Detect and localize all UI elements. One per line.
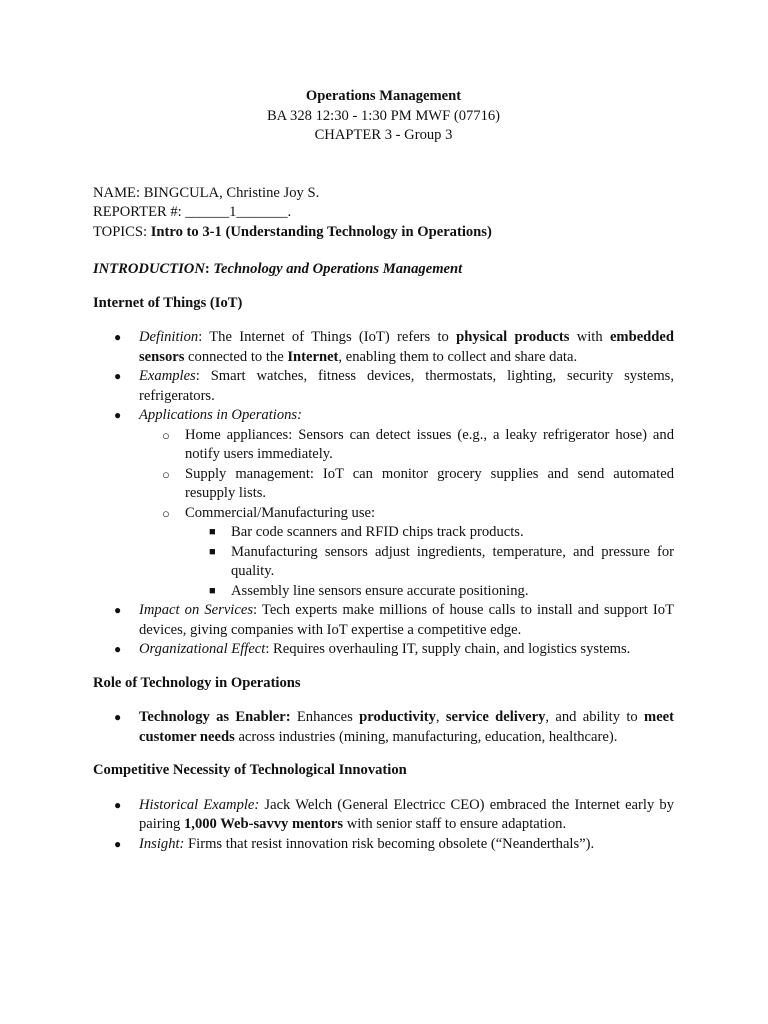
reporter-value: ______1_______.: [185, 204, 292, 220]
list-item-enabler: [93, 708, 674, 747]
introduction-line: [93, 260, 674, 280]
enabler-text-1: Enhances: [290, 709, 360, 725]
bullet-icon: ●: [114, 603, 122, 617]
document-header: [93, 87, 674, 146]
insight-label: Insight:: [139, 835, 185, 852]
introduction-value: Technology and Operations Management: [209, 261, 463, 277]
enabler-bold-1: productivity: [359, 709, 436, 725]
bullet-icon: ●: [114, 330, 122, 344]
square-bullet-icon: ■: [209, 526, 216, 538]
bullet-icon: ●: [114, 836, 122, 851]
bullet-icon: ●: [114, 797, 122, 812]
list-item-organizational: [93, 640, 674, 660]
bullet-icon: ●: [114, 369, 122, 383]
circle-bullet-icon: ○: [162, 427, 170, 443]
impact-label: Impact on Services: [139, 602, 253, 618]
definition-text-3: connected to the: [184, 348, 288, 365]
definition-bold-1: physical products: [456, 329, 570, 345]
bullet-icon: ●: [114, 642, 122, 656]
definition-text-2: with: [569, 329, 610, 345]
document-title: Operations Management: [305, 88, 462, 104]
introduction-colon: :: [204, 261, 210, 277]
square-bullet-icon: ■: [209, 584, 216, 597]
name-value: BINGCULA, Christine Joy S.: [143, 184, 320, 201]
list-item-barcode: [93, 523, 674, 543]
list-item-commercial-use: [93, 504, 674, 524]
enabler-text-4: across industries (mining, manufacturing, education, healthcare).: [234, 728, 618, 745]
circle-bullet-icon: ○: [162, 505, 170, 521]
topics-value: Intro to 3-1 (Understanding Technology in Operations): [150, 223, 492, 240]
definition-bold-3: Internet: [287, 348, 339, 365]
section-heading-iot: Internet of Things (IoT): [93, 294, 243, 311]
competitive-list: [93, 796, 674, 855]
examples-text: : Smart watches, fitness devices, thermostats, lighting, security systems, refrigerators.: [139, 368, 674, 404]
topics-label: TOPICS:: [93, 223, 151, 240]
org-text: : Requires overhauling IT, supply chain, and logistics systems.: [265, 641, 631, 657]
list-item-supply-management: [93, 465, 674, 504]
sub-sub-item-text: Bar code scanners and RFID chips track products.: [231, 524, 524, 540]
sub-item-text: Supply management: IoT can monitor grocery supplies and send automated resupply lists.: [185, 465, 674, 501]
list-item-applications: [93, 406, 674, 426]
definition-text-1: : The Internet of Things (IoT) refers to: [198, 329, 457, 345]
definition-bold-2: embedded sensors: [139, 329, 674, 365]
chapter-line: CHAPTER 3 - Group 3: [314, 127, 453, 143]
enabler-text-2: ,: [435, 709, 446, 725]
circle-bullet-icon: ○: [162, 466, 170, 482]
examples-label: Examples: [139, 368, 196, 384]
historical-text-2: with senior staff to ensure adaptation.: [343, 816, 567, 832]
enabler-bold-3: meet customer needs: [139, 709, 675, 745]
historical-bold-1: 1,000 Web-savvy mentors: [184, 816, 344, 832]
list-item-impact: [93, 601, 674, 640]
section-heading-competitive: Competitive Necessity of Technological Innovation: [93, 762, 407, 778]
section-heading-role: Role of Technology in Operations: [93, 674, 301, 691]
historical-label: Historical Example:: [139, 796, 260, 813]
list-item-assembly-line: [93, 582, 674, 602]
applications-label: Applications in Operations: [139, 407, 298, 423]
bullet-icon: ●: [114, 408, 122, 422]
definition-text-4: , enabling them to collect and share data.: [338, 348, 578, 365]
iot-list: [93, 328, 674, 660]
org-label: Organizational Effect: [139, 641, 266, 657]
introduction-label: INTRODUCTION: [93, 261, 205, 277]
list-item-historical: [93, 796, 674, 835]
list-item-definition: [93, 328, 674, 367]
definition-label: Definition: [139, 329, 199, 345]
student-info: [93, 184, 674, 243]
list-item-examples: [93, 367, 674, 406]
reporter-line: [93, 203, 674, 223]
list-item-home-appliances: [93, 426, 674, 465]
insight-text: Firms that resist innovation risk becoming obsolete (“Neanderthals”).: [184, 835, 595, 852]
sub-sub-item-text: Assembly line sensors ensure accurate positioning.: [231, 582, 529, 599]
sub-item-text: Commercial/Manufacturing use:: [185, 504, 376, 521]
historical-text-1: Jack Welch (General Electricc CEO) embraced the Internet early by pairing: [139, 796, 674, 832]
enabler-bold-2: service delivery: [445, 709, 546, 725]
name-label: NAME:: [93, 184, 144, 201]
role-list: [93, 708, 674, 747]
list-item-manufacturing-sensors: [93, 543, 674, 582]
sub-item-text: Home appliances: Sensors can detect issues (e.g., a leaky refrigerator hose) and notify users immediately.: [185, 426, 674, 462]
bullet-icon: ●: [114, 710, 122, 724]
course-line: BA 328 12:30 - 1:30 PM MWF (07716): [266, 107, 501, 124]
reporter-label: REPORTER #:: [93, 204, 186, 220]
enabler-label: Technology as Enabler:: [139, 709, 291, 725]
square-bullet-icon: ■: [209, 545, 216, 558]
applications-colon: :: [297, 407, 302, 423]
impact-text: : Tech experts make millions of house calls to install and support IoT devices, giving companies with IoT expertise a competitive edge.: [139, 602, 674, 638]
topics-line: [93, 223, 674, 243]
name-line: [93, 184, 674, 204]
list-item-insight: [93, 835, 674, 855]
sub-sub-item-text: Manufacturing sensors adjust ingredients, temperature, and pressure for quality.: [231, 543, 674, 579]
document-body: [93, 87, 674, 854]
enabler-text-3: , and ability to: [545, 709, 645, 725]
